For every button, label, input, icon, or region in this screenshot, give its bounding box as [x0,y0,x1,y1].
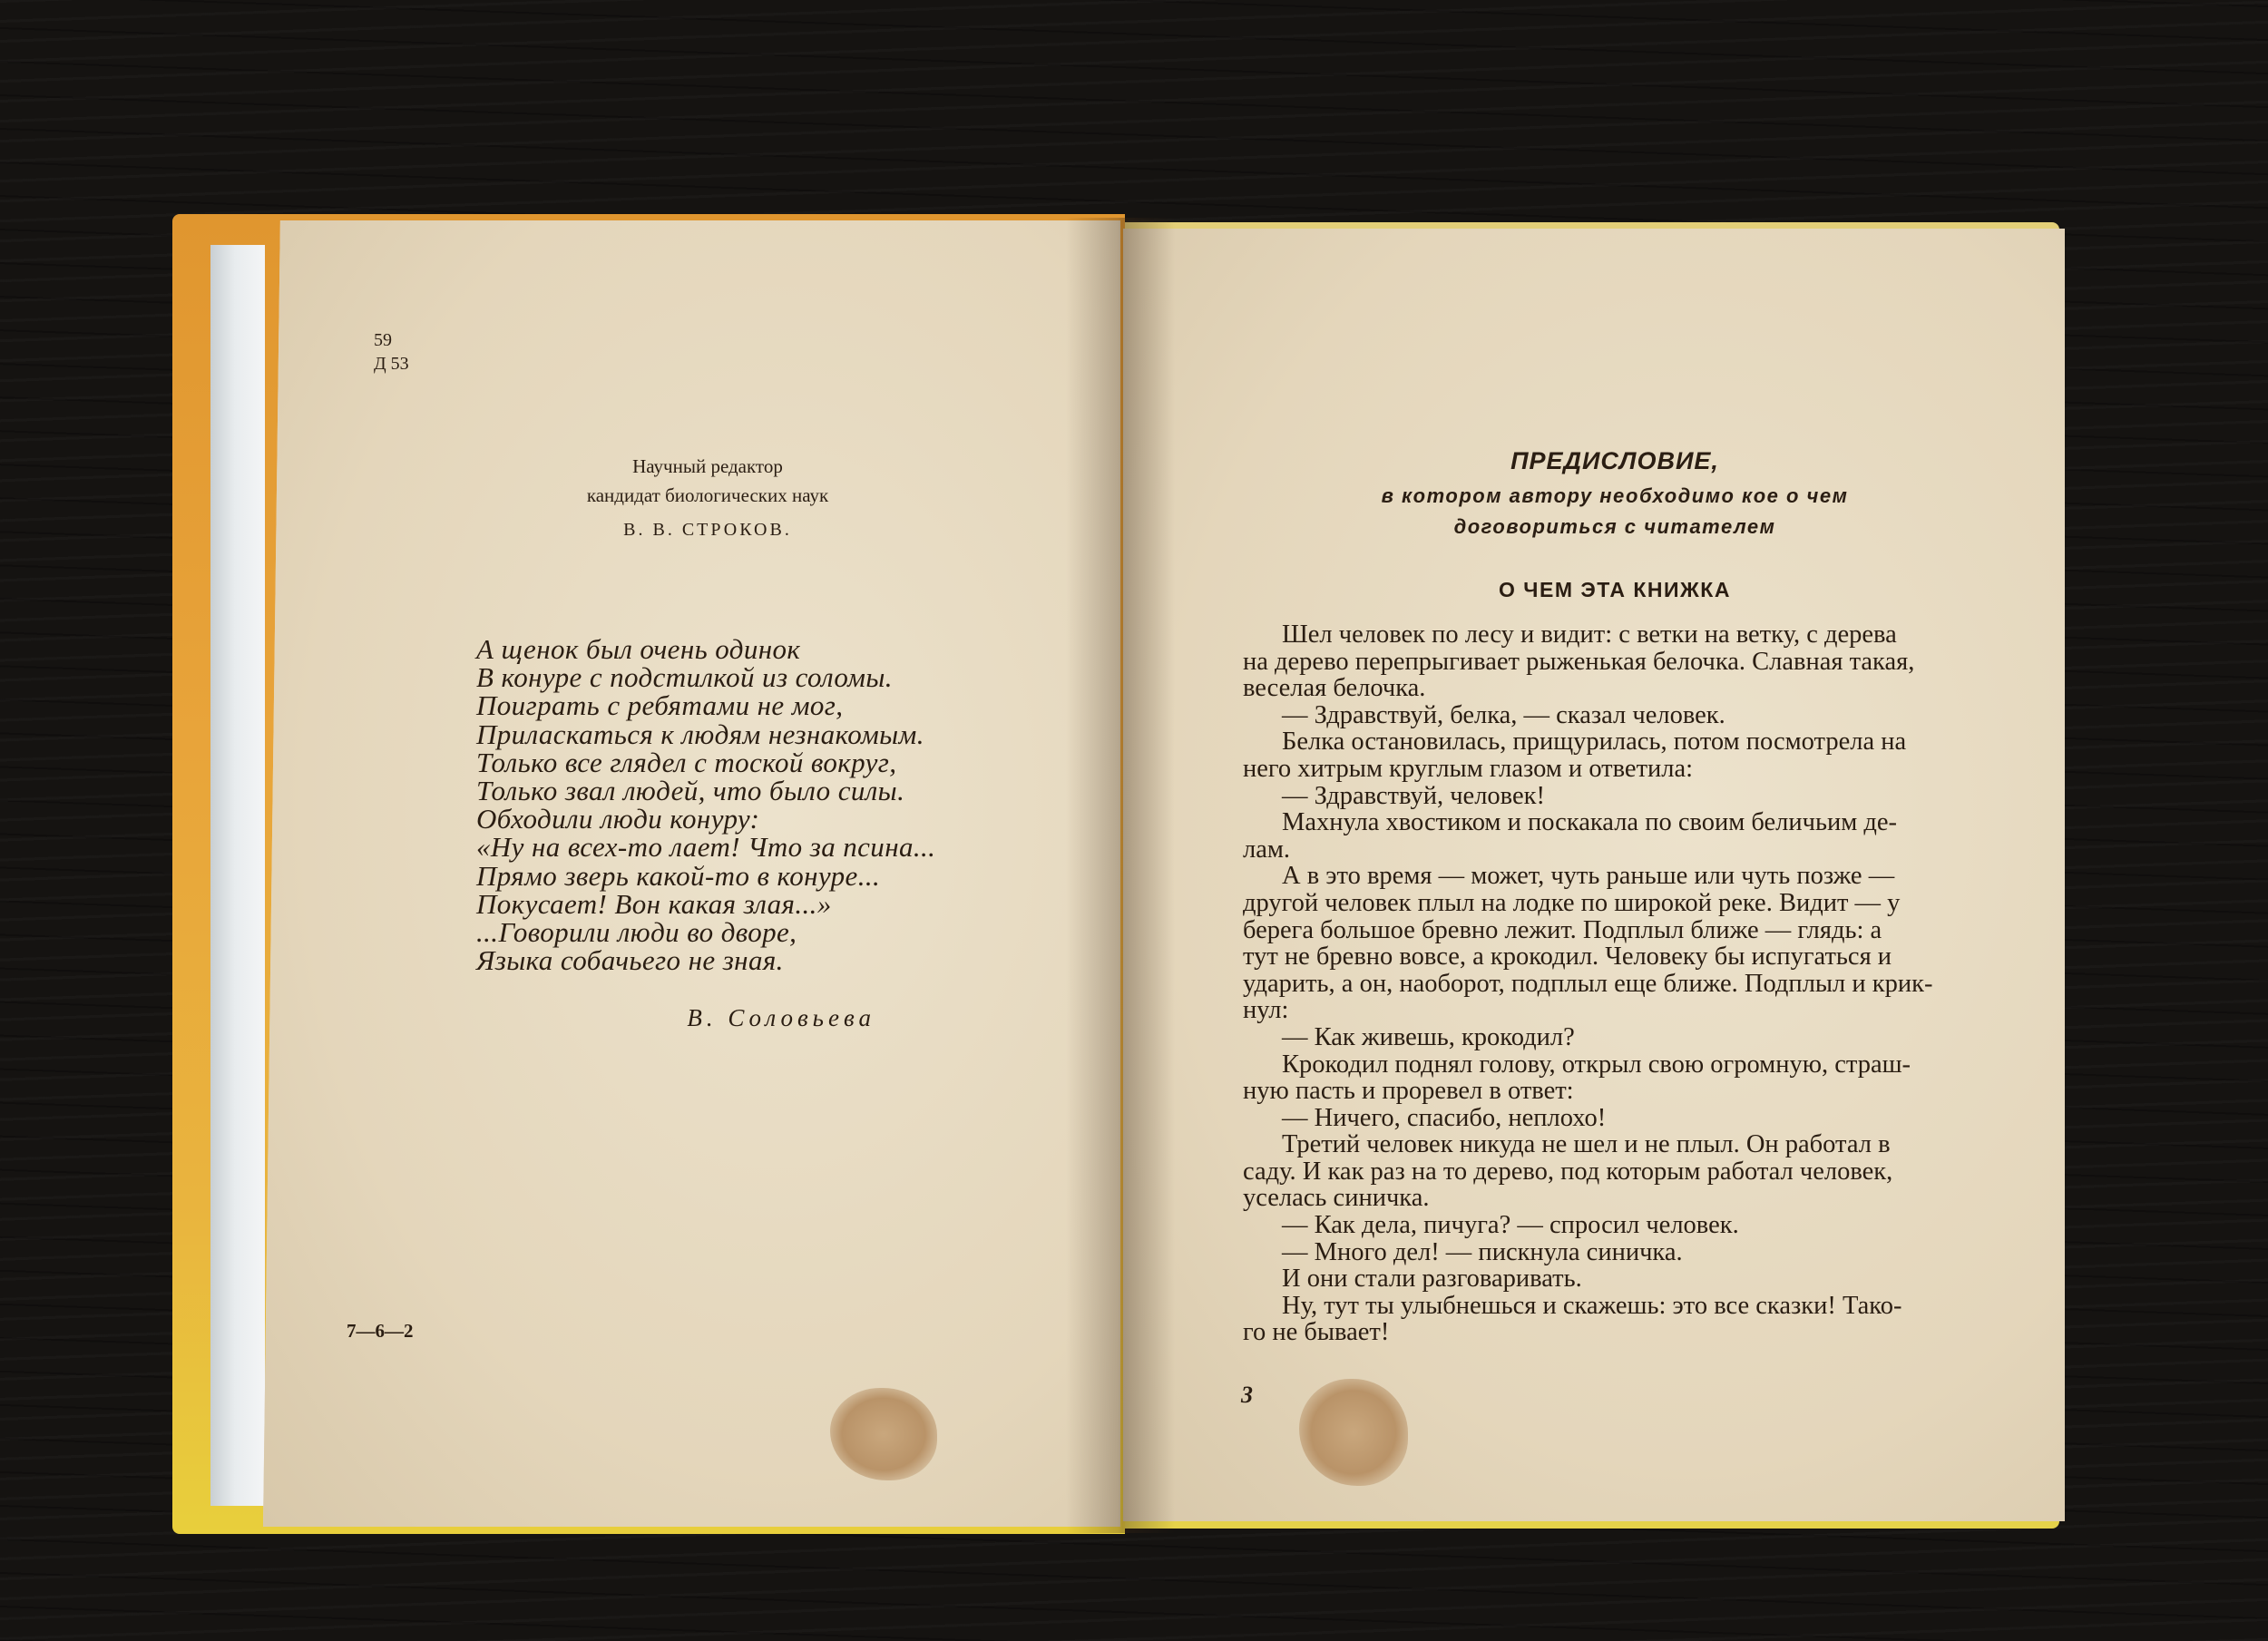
body-line: другой человек плыл на лодке по широкой реке. Видит — у [1243,888,1901,917]
poem-line: Только все глядел с тоской вокруг, [476,746,897,778]
body-line: А в это время — может, чуть раньше или чуть позже — [1282,862,1895,891]
scientific-editor [544,452,871,544]
preface-title: ПРЕДИСЛОВИЕ, [1510,447,1719,474]
poem-line: Поиграть с ребятами не мог, [476,689,844,722]
body-line: Третий человек никуда не шел и не плыл. Он работал в [1282,1130,1891,1159]
chapter-body [1243,620,1933,1347]
body-line: ную пасть и проревел в ответ: [1243,1077,1574,1106]
body-line: — Ничего, спасибо, неплохо! [1282,1103,1607,1132]
body-line: Крокодил поднял голову, открыл свою огромную, страш- [1282,1050,1911,1079]
poem-line: А щенок был очень одинок [476,633,801,665]
classification-bbk: Д 53 [374,354,409,374]
editor-degree: кандидат биологических наук [586,484,829,506]
poem-line: Обходили люди конуру: [476,803,760,835]
body-line: — Много дел! — пискнула синичка. [1282,1237,1683,1266]
body-line: веселая белочка. [1243,674,1426,703]
body-line: Ну, тут ты улыбнешься и скажешь: это все сказки! Тако- [1282,1291,1902,1320]
body-line: берега большое бревно лежит. Подплыл ближе — глядь: а [1243,915,1882,944]
body-line: Белка остановилась, прищурилась, потом посмотрела на [1282,728,1907,757]
preface-subtitle-line: в котором автору необходимо кое о чем [1381,484,1849,507]
body-line: — Здравствуй, белка, — сказал человек. [1282,700,1725,729]
body-line: — Здравствуй, человек! [1282,781,1545,810]
body-line: И они стали разговаривать. [1282,1265,1582,1294]
classification-udc: 59 [374,330,392,350]
preface-subtitle-line: договориться с читателем [1453,515,1776,538]
poem-line: Прямо зверь какой-то в конуре... [476,859,881,892]
body-line: Шел человек по лесу и видит: с ветки на ветку, с дерева [1282,620,1897,649]
epigraph-poem [476,633,936,977]
body-line: тут не бревно вовсе, а крокодил. Человеку бы испугаться и [1243,943,1892,972]
editor-role: Научный редактор [632,455,783,477]
poem-line: Только звал людей, что было силы. [476,775,905,807]
chapter-title: О ЧЕМ ЭТА КНИЖКА [1499,578,1731,601]
body-line: нул: [1243,996,1289,1025]
poem-line: «Ну на всех-то лает! Что за псина... [476,831,936,864]
body-line: го не бывает! [1243,1318,1390,1347]
editor-name: В. В. СТРОКОВ. [623,520,792,540]
poem-line: В конуре с подстилкой из соломы. [476,661,893,694]
body-line: Махнула хвостиком и поскакала по своим беличьим де- [1282,808,1898,837]
classification-code [374,328,409,376]
body-line: — Как живешь, крокодил? [1282,1022,1575,1051]
poem-line: Языка собачьего не зная. [476,944,784,977]
body-line: саду. И как раз на то дерево, под которым работал человек, [1243,1157,1893,1186]
poem-line: ...Говорили люди во дворе, [476,916,797,949]
body-line: ударить, а он, наоборот, подплыл еще ближе. Подплыл и крик- [1243,969,1933,998]
body-line: — Как дела, пичуга? — спросил человек. [1282,1211,1739,1240]
poem-author: В. Соловьева [687,1004,875,1031]
publication-code: 7—6—2 [347,1320,414,1342]
body-line: уселась синичка. [1243,1184,1430,1213]
body-line: лам. [1243,835,1291,864]
body-line: на дерево перепрыгивает рыженькая белочка. Славная такая, [1243,647,1915,676]
page-number: 3 [1241,1382,1253,1408]
preface-subtitle [1315,481,1914,542]
poem-line: Приласкаться к людям незнакомым. [476,718,924,750]
body-line: него хитрым круглым глазом и ответила: [1243,754,1694,783]
poem-line: Покусает! Вон какая злая...» [476,887,832,920]
endpaper-spine [210,245,265,1506]
